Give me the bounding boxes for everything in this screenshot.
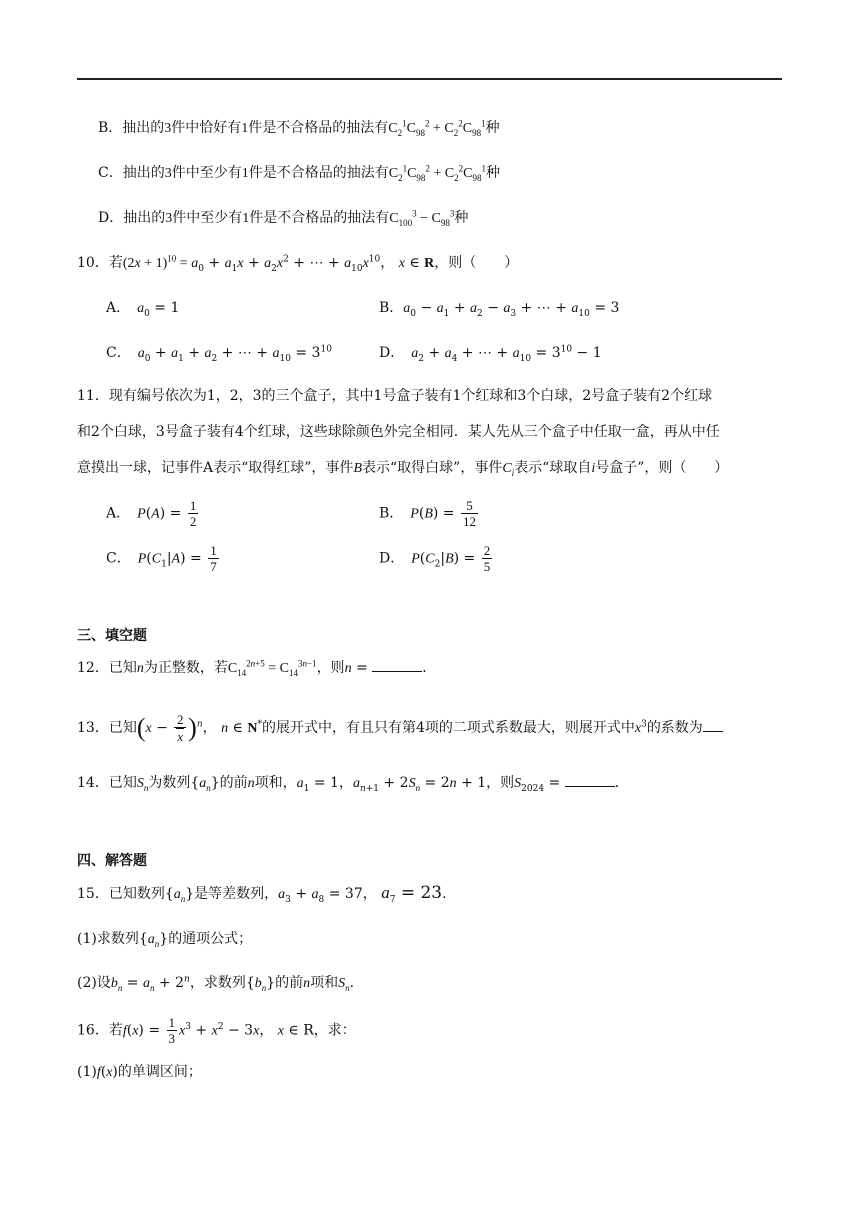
q13-answer-blank[interactable] (703, 719, 723, 732)
q10-number: 10．若 (77, 255, 123, 271)
section-solve-heading: 四、解答题 (77, 853, 147, 869)
q16-part-1: (1)f(x)的单调区间； (77, 1064, 202, 1080)
q11-option-d: D． $P(C_2|B)$ = $\frac{2}{5}$ (379, 543, 491, 574)
q10-option-a: A． $a_0 = 1$ (106, 300, 180, 319)
q14: 14．已知$S_n$为数列$\{a_n\}$的前n项和，$a_1 = 1$，$a_{n+1} + 2S_n = 2n + 1$，则$S_{2024}$ = ． (77, 775, 629, 794)
q10-option-b: B．$a_0 - a_1 + a_2 - a_3$ + ⋯ + $a_{10} = 3$ (379, 300, 620, 319)
q11-line-2: 和2个白球，3号盒子装有4个红球，这些球除颜色外完全相同．某人先从三个盒子中任取一盒，再从中任 (77, 424, 720, 440)
q9-option-b: B．抽出的3件中恰好有1件是不合格品的抽法有$C_2^1C_{98}^2 + C_2^2C_{98}^1$种 (98, 118, 500, 138)
q12-answer-blank[interactable] (372, 659, 422, 672)
q11-line-1: 11．现有编号依次为1，2，3的三个盒子，其中1号盒子装有1个红球和3个白球，2号盒子装有2个红球 (77, 388, 713, 404)
q11-option-c: C． $P(C_1|A)$ = $\frac{1}{7}$ (106, 543, 217, 574)
q15-part-2: (2)设$b_n = a_n + 2^n$，求数列$\{b_n\}$的前n项和$S_n$． (77, 974, 364, 993)
q15-part-1: (1)求数列$\{a_n\}$的通项公式； (77, 931, 253, 949)
q11-line-3: 意摸出一球，记事件A表示“取得红球”，事件B表示“取得白球”，事件$C_i$表示“球取自i号盒子”，则（ ） (77, 460, 729, 478)
section-fill-in-heading: 三、填空题 (77, 628, 147, 644)
header-rule (77, 78, 782, 80)
q11-option-b: B． P(B) = $\frac{5}{12}$ (379, 498, 476, 529)
q12: 12．已知n为正整数，若$C_{14}^{2n+5} = C_{14}^{3n-1}$，则n = ． (77, 658, 437, 678)
q10-tail: ，则（ ） (434, 255, 519, 271)
q10-option-d: D． $a_2 + a_4$ + ⋯ + $a_{10} = 3^{10} - 1$ (379, 344, 602, 364)
q9-option-c: C．抽出的3件中至少有1件是不合格品的抽法有$C_2^1C_{98}^2 + C_2^2C_{98}^1$种 (98, 163, 500, 183)
q9-option-d: D．抽出的3件中至少有1件是不合格品的抽法有$C_{100}^3 - C_{98}^3$种 (98, 208, 469, 228)
q11-option-a: A． P(A) = $\frac{1}{2}$ (106, 498, 197, 529)
q15-stem: 15．已知数列$\{a_n\}$是等差数列，$a_3 + a_8 = 37$， $a_7 = 23$. (77, 883, 447, 905)
q10-stem: 10．若$(2x + 1)^{10} = a_0 + a_1x + a_2x^2$ + ⋯ + $a_{10}x^{10}$， x ∈ R，则（ ） (77, 253, 519, 274)
q13: 13．已知(x − $\frac{2}{x}$ )$^n$， n ∈ N*的展开式中，有且只有第4项的二项式系数最大，则展开式中$x^3$的系数为 (77, 712, 723, 742)
q10-option-c: C． $a_0 + a_1 + a_2$ + ⋯ + $a_{10} = 3^{10}$ (106, 344, 332, 364)
q16-stem: 16．若f(x) = $\frac{1}{3}$ $x^3 + x^2 - 3x$， x ∈ R，求： (77, 1015, 356, 1046)
q14-answer-blank[interactable] (565, 774, 615, 787)
